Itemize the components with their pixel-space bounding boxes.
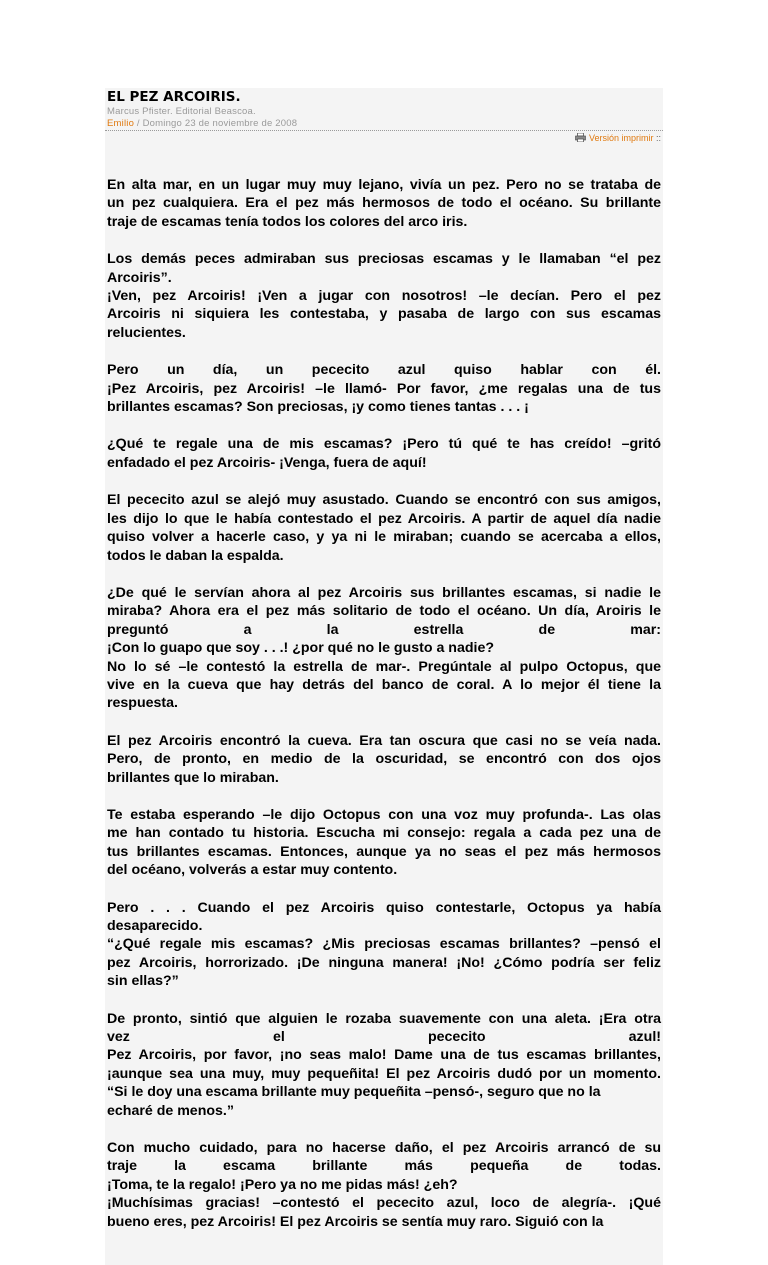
story-line: preguntó a la estrella de mar:: [107, 621, 661, 638]
document-page: [105, 88, 663, 1265]
story-paragraph: [107, 435, 661, 472]
story-line: “¿Qué regale mis escamas? ¿Mis preciosas escamas brillantes? –pensó el: [107, 936, 661, 953]
story-line: traje de escamas tenía todos los colores del arco iris.: [107, 213, 468, 230]
print-separator: ::: [653, 133, 661, 143]
story-line: Pez Arcoiris, por favor, ¡no seas malo! Dame una de tus escamas brillantes,: [107, 1047, 661, 1064]
story-line: El pez Arcoiris encontró la cueva. Era tan oscura que casi no se veía nada.: [107, 732, 661, 749]
story-line: enfadado el pez Arcoiris- ¡Venga, fuera de aquí!: [107, 454, 427, 471]
story-line: Pero, de pronto, en medio de la oscuridad, se encontró con dos ojos: [107, 751, 661, 768]
story-line: “Si le doy una escama brillante muy pequeñita –pensó-, seguro que no la: [107, 1084, 601, 1101]
story-line: ¡Ven, pez Arcoiris! ¡Ven a jugar con nosotros! –le decían. Pero el pez: [107, 288, 661, 305]
story-line: Con mucho cuidado, para no hacerse daño, el pez Arcoiris arrancó de su: [107, 1140, 661, 1157]
story-line: echaré de menos.”: [107, 1102, 234, 1119]
publish-date: Domingo 23 de noviembre de 2008: [142, 118, 298, 129]
story-line: Los demás peces admiraban sus preciosas escamas y le llamaban “el pez: [107, 251, 661, 268]
printer-icon[interactable]: [575, 133, 586, 142]
story-line: miraba? Ahora era el pez más solitario de todo el océano. Un día, Aroiris le: [107, 603, 661, 620]
story-line: vive en la cueva que hay detrás del banco de coral. A lo mejor él tiene la: [107, 676, 661, 693]
story-line: De pronto, sintió que alguien le rozaba suavemente con una aleta. ¡Era otra: [107, 1010, 661, 1027]
byline-separator: /: [134, 118, 143, 129]
story-line: sin ellas?”: [107, 973, 179, 990]
story-line: vez el pececito azul!: [107, 1029, 661, 1046]
story-line: todos le daban la espalda.: [107, 547, 284, 564]
story-line: ¡Muchísimas gracias! –contestó el pececito azul, loco de alegría-. ¡Qué: [107, 1195, 661, 1212]
story-line: traje la escama brillante más pequeña de todas.: [107, 1158, 661, 1175]
story-line: un pez cualquiera. Era el pez más hermosos de todo el océano. Su brillante: [107, 195, 661, 212]
story-line: bueno eres, pez Arcoiris! El pez Arcoiris se sentía muy raro. Siguió con la: [107, 1213, 604, 1230]
story-line: El pececito azul se alejó muy asustado. Cuando se encontró con sus amigos,: [107, 492, 661, 509]
story-paragraph: [107, 899, 661, 991]
story-line: Pero . . . Cuando el pez Arcoiris quiso contestarle, Octopus ya había: [107, 899, 661, 916]
story-line: Te estaba esperando –le dijo Octopus con una voz muy profunda-. Las olas: [107, 806, 661, 823]
story-line: ¿Qué te regale una de mis escamas? ¡Pero tú qué te has creído! –gritó: [107, 436, 661, 453]
print-bar: [105, 132, 663, 144]
story-line: brillantes que lo miraban.: [107, 769, 279, 786]
story-line: Arcoiris ni siquiera les contestaba, y pasaba de largo con sus escamas: [107, 306, 661, 323]
story-line: del océano, volverás a estar muy contento.: [107, 862, 398, 879]
byline: [105, 118, 663, 131]
story-paragraph: [107, 1010, 661, 1120]
story-line: tus brillantes escamas. Entonces, aunque ya no seas el pez más hermosos: [107, 843, 661, 860]
story-paragraph: [107, 250, 661, 342]
story-line: quiso volver a hacerle caso, y ya ni le miraban; cuando se acercaba a ellos,: [107, 529, 661, 546]
story-paragraph: [107, 584, 661, 713]
story-line: No lo sé –le contestó la estrella de mar-. Pregúntale al pulpo Octopus, que: [107, 658, 661, 675]
story-paragraph: [107, 491, 661, 565]
story-line: ¿De qué le servían ahora al pez Arcoiris sus brillantes escamas, si nadie le: [107, 584, 661, 601]
story-line: les dijo lo que le había contestado el pez Arcoiris. A partir de aquel día nadie: [107, 510, 661, 527]
story-line: Arcoiris”.: [107, 269, 172, 286]
story-paragraph: [107, 1139, 661, 1231]
story-line: ¡Toma, te la regalo! ¡Pero ya no me pidas más! ¿eh?: [107, 1176, 458, 1193]
author-link[interactable]: Emilio: [107, 118, 135, 129]
story-line: brillantes escamas? Son preciosas, ¡y como tienes tantas . . . ¡: [107, 399, 529, 416]
story-line: me han contado tu historia. Escucha mi consejo: regala a cada pez una de: [107, 825, 661, 842]
story-body: [105, 176, 663, 1231]
story-line: respuesta.: [107, 695, 178, 712]
story-line: ¡Con lo guapo que soy . . .! ¿por qué no le gusto a nadie?: [107, 640, 495, 657]
story-line: En alta mar, en un lugar muy muy lejano, vivía un pez. Pero no se trataba de: [107, 177, 661, 193]
story-line: desaparecido.: [107, 918, 203, 934]
story-paragraph: [107, 361, 661, 416]
story-line: pez Arcoiris, horrorizado. ¡De ninguna manera! ¡No! ¿Cómo podría ser feliz: [107, 954, 661, 971]
story-paragraph: [107, 806, 661, 880]
story-line: ¡aunque sea una muy, muy pequeñita! El pez Arcoiris dudó por un momento.: [107, 1065, 661, 1082]
story-line: ¡Pez Arcoiris, pez Arcoiris! –le llamó- Por favor, ¿me regalas una de tus: [107, 380, 661, 397]
article-subtitle: Marcus Pfister. Editorial Beascoa.: [107, 106, 256, 117]
story-line: relucientes.: [107, 324, 186, 341]
print-version-link[interactable]: Versión imprimir: [588, 133, 654, 143]
story-line: Pero un día, un pececito azul quiso hablar con él.: [107, 362, 661, 379]
article-title: EL PEZ ARCOIRIS.: [107, 89, 241, 105]
story-paragraph: [107, 176, 661, 231]
story-paragraph: [107, 732, 661, 787]
